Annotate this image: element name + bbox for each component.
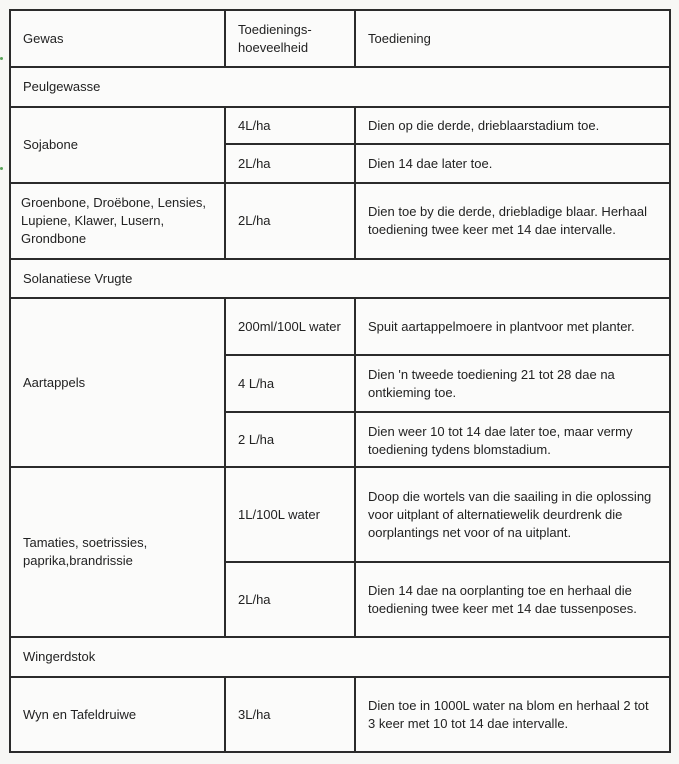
application-cell: Dien toe in 1000L water na blom en herhaal 2 tot 3 keer met 10 tot 14 dae intervalle. bbox=[355, 677, 670, 752]
crop-cell: Aartappels bbox=[10, 298, 225, 467]
crop-cell: Groenbone, Droëbone, Lensies, Lupiene, Klawer, Lusern, Grondbone bbox=[10, 183, 225, 259]
header-crop: Gewas bbox=[10, 10, 225, 67]
application-cell: Dien 14 dae later toe. bbox=[355, 144, 670, 183]
dosage-table bbox=[9, 9, 671, 753]
table-row bbox=[10, 677, 670, 752]
section-title: Solanatiese Vrugte bbox=[10, 259, 670, 298]
section-title: Peulgewasse bbox=[10, 67, 670, 107]
application-cell bbox=[355, 412, 670, 467]
application-text: Dien weer 10 tot 14 dae later toe, maar vermy toediening tydens blomstadium. bbox=[368, 423, 633, 457]
crop-cell: Sojabone bbox=[10, 107, 225, 183]
table-row bbox=[10, 183, 670, 259]
section-row bbox=[10, 259, 670, 298]
amount-cell: 200ml/100L water bbox=[225, 298, 355, 355]
amount-cell: 2L/ha bbox=[225, 183, 355, 259]
section-title: Wingerdstok bbox=[10, 637, 670, 677]
table-row bbox=[10, 107, 670, 144]
amount-cell: 3L/ha bbox=[225, 677, 355, 752]
crop-cell: Wyn en Tafeldruiwe bbox=[10, 677, 225, 752]
header-amount-line1: Toedienings- bbox=[238, 21, 312, 37]
amount-cell: 1L/100L water bbox=[225, 467, 355, 562]
application-cell: Spuit aartappelmoere in plantvoor met planter. bbox=[355, 298, 670, 355]
amount-cell: 4 L/ha bbox=[225, 355, 355, 412]
application-cell: Dien op die derde, drieblaarstadium toe. bbox=[355, 107, 670, 144]
header-amount-line2: hoeveelheid bbox=[238, 39, 309, 55]
margin-dot bbox=[0, 167, 3, 170]
application-cell: Dien 14 dae na oorplanting toe en herhaal die toediening twee keer met 14 dae tussenposes. bbox=[355, 562, 670, 637]
margin-dot bbox=[0, 57, 3, 60]
amount-cell: 4L/ha bbox=[225, 107, 355, 144]
section-row bbox=[10, 637, 670, 677]
table-row bbox=[10, 467, 670, 562]
header-amount bbox=[225, 10, 355, 67]
table-row bbox=[10, 298, 670, 355]
amount-cell: 2L/ha bbox=[225, 562, 355, 637]
application-cell: Dien toe by die derde, driebladige blaar. Herhaal toediening twee keer met 14 dae intervalle. bbox=[355, 183, 670, 259]
amount-cell: 2L/ha bbox=[225, 144, 355, 183]
section-row bbox=[10, 67, 670, 107]
crop-cell: Tamaties, soetrissies, paprika,brandrissie bbox=[10, 467, 225, 637]
header-application: Toediening bbox=[355, 10, 670, 67]
amount-cell: 2 L/ha bbox=[225, 412, 355, 467]
application-cell: Dien 'n tweede toediening 21 tot 28 dae na ontkieming toe. bbox=[355, 355, 670, 412]
application-cell: Doop die wortels van die saailing in die oplossing voor uitplant of alternatiewelik deurdrenk die oorplantings net voor of na uitplant. bbox=[355, 467, 670, 562]
table-header-row bbox=[10, 10, 670, 67]
